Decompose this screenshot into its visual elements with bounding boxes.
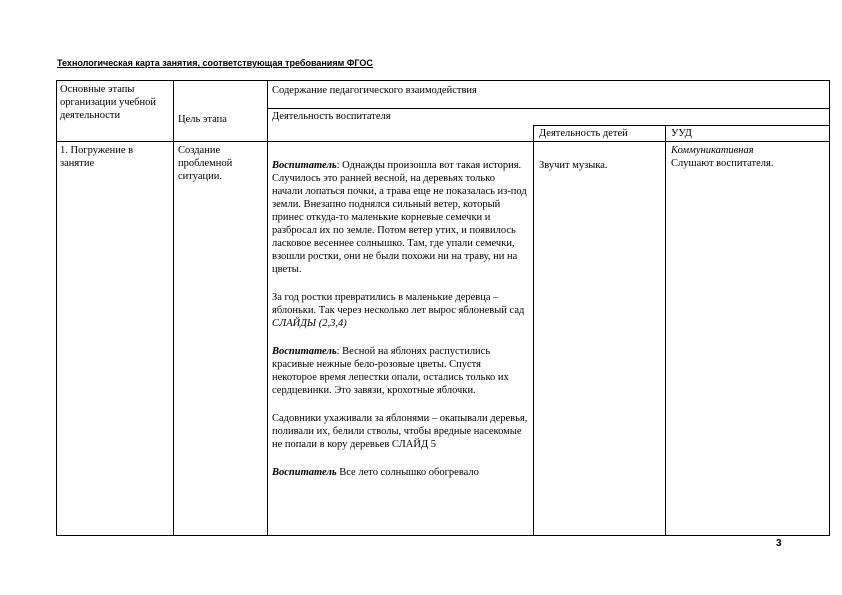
speaker-label: Воспитатель: [272, 346, 337, 357]
document-title: Технологическая карта занятия, соответствующая требованиям ФГОС: [57, 58, 373, 68]
teacher-activity-cell: [272, 159, 528, 494]
uud-text: Слушают воспитателя.: [671, 158, 774, 169]
lesson-map-table: [56, 80, 830, 536]
paragraph-text: Садовники ухаживали за яблонями – окапывали деревья, поливали их, белили стволы, чтобы вредные насекомые не попали в кору деревьев СЛАЙД 5: [272, 413, 528, 450]
header-goal: Цель этапа: [178, 114, 227, 125]
teacher-paragraph: [272, 412, 528, 451]
paragraph-text: За год ростки превратились в маленькие деревца – яблоньки. Так через несколько лет вырос яблоневый сад: [272, 292, 525, 316]
header-divider: [533, 125, 830, 126]
table-border-right: [829, 80, 830, 536]
header-children-activity: Деятельность детей: [539, 128, 628, 139]
speaker-label: Воспитатель: [272, 467, 337, 478]
teacher-paragraph: [272, 159, 528, 276]
slides-reference: СЛАЙДЫ (2,3,4): [272, 318, 347, 329]
stage-cell: 1. Погружение в занятие: [60, 145, 134, 169]
speaker-label: Воспитатель: [272, 160, 337, 171]
paragraph-text: Все лето солнышко обогревало: [336, 467, 479, 478]
goal-cell: Создание проблемной ситуации.: [178, 145, 233, 182]
paragraph-text: : Однажды произошла вот такая история. Случилось это ранней весной, на деревьях только начали лопаться почки, а трава еще не показалась из-под земли. Внезапно поднялся сильный ветер, который принес откуда-то маленькие корневые семечки и разбросал их по земле. Потом ветер утих, и появилось ласковое весеннее солнышко. Там, где упали семечки, взошли ростки, они не были похожи ни на траву, ни на цветы.: [272, 160, 527, 275]
page-number: 3: [776, 538, 782, 549]
table-border-left: [56, 80, 57, 536]
children-activity-cell: Звучит музыка.: [539, 160, 608, 171]
column-divider: [665, 125, 666, 536]
uud-cell: [671, 144, 821, 170]
header-divider: [267, 108, 830, 109]
column-divider: [533, 125, 534, 536]
header-teacher-activity: Деятельность воспитателя: [272, 111, 391, 122]
header-uud: УУД: [671, 128, 692, 139]
header-stages: Основные этапы организации учебной деятельности: [60, 84, 157, 121]
header-content: Содержание педагогического взаимодействия: [272, 85, 477, 96]
column-divider: [173, 80, 174, 536]
paragraph-text: : Весной на яблонях распустились красивые нежные бело-розовые цветы. Спустя некоторое время лепестки опали, остались только их сердцевинки. Это завязи, крохотные яблочки.: [272, 346, 509, 396]
teacher-paragraph: [272, 466, 528, 479]
uud-type: Коммуникативная: [671, 145, 754, 156]
teacher-paragraph: [272, 345, 528, 397]
teacher-paragraph: [272, 291, 528, 330]
column-divider: [267, 80, 268, 536]
